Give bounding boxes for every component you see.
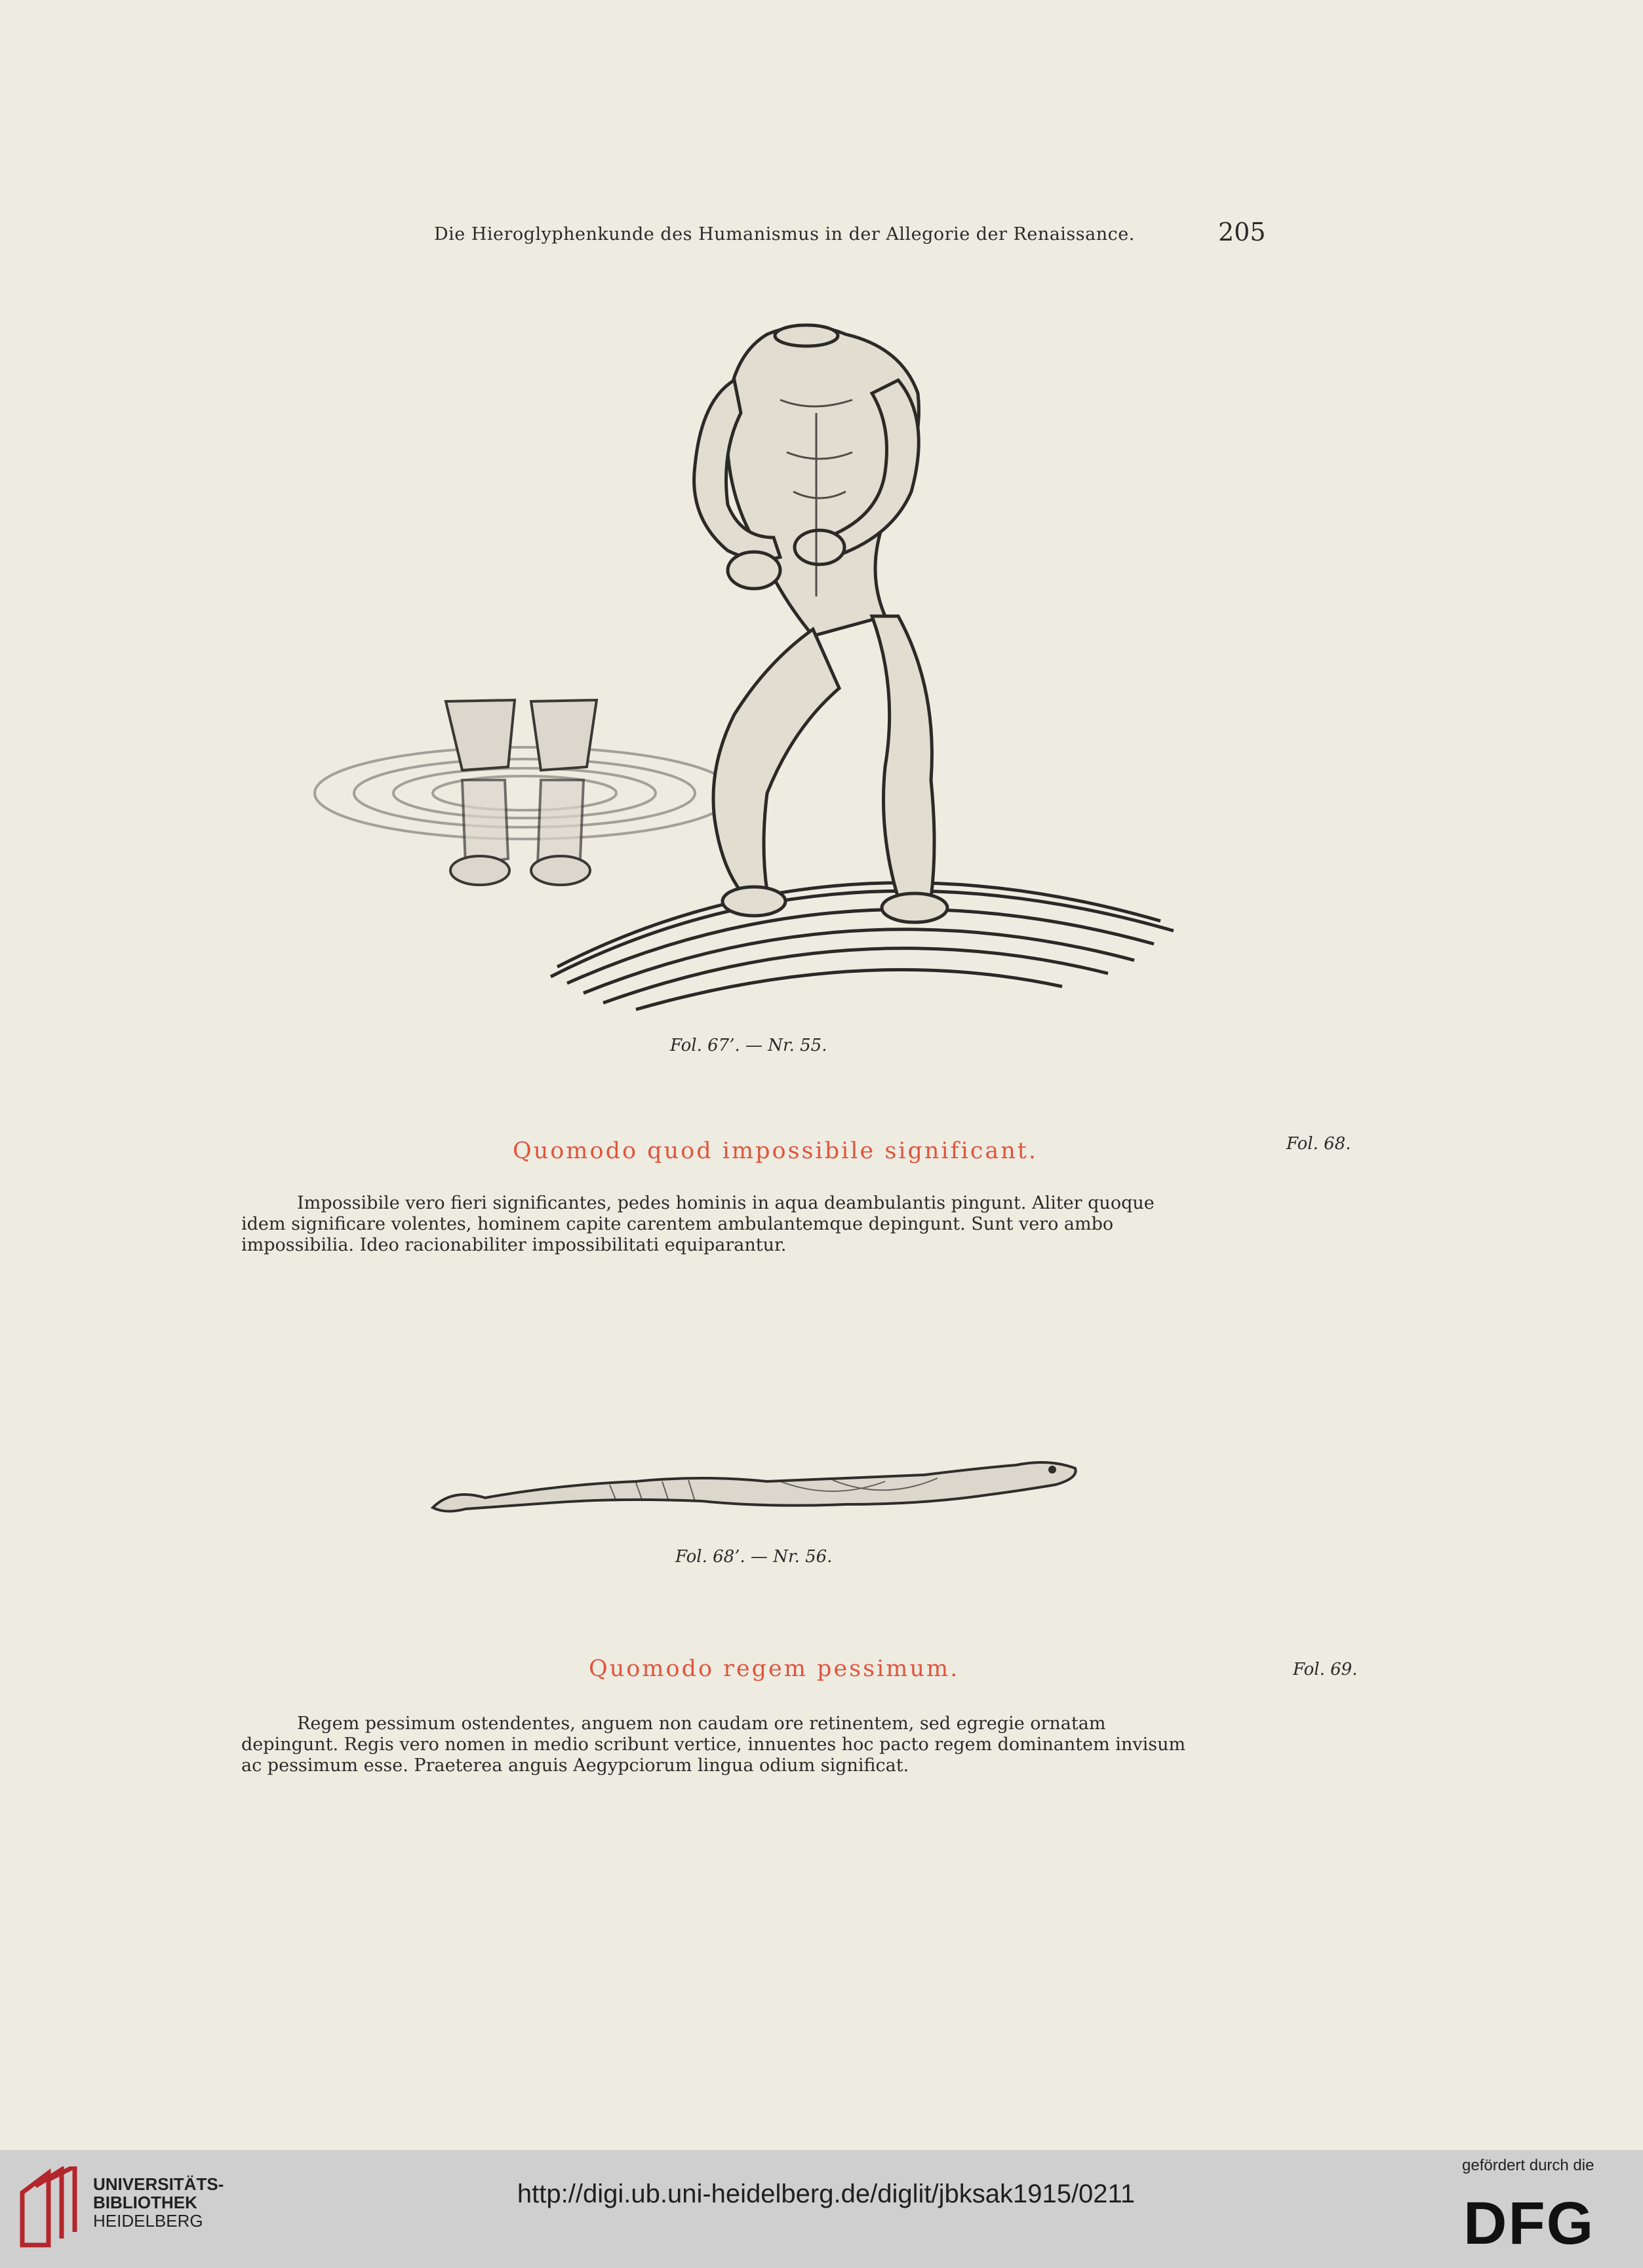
page-number: 205 — [1218, 218, 1266, 246]
section-heading: Quomodo quod impossibile significant. — [513, 1138, 1038, 1164]
library-name — [93, 2175, 224, 2230]
funding-label: gefördert durch die — [1462, 2157, 1594, 2174]
dfg-logo: DFG — [1463, 2190, 1595, 2257]
figure-headless-man-illustration — [308, 321, 1187, 1016]
figure-caption: Fol. 67’. — Nr. 55. — [670, 1036, 827, 1055]
paragraph-line: depingunt. Regis vero nomen in medio scribunt vertice, innuentes hoc pacto regem dominantem invisum — [241, 1734, 1186, 1755]
figure-caption: Fol. 68’. — Nr. 56. — [675, 1547, 833, 1567]
permalink-url[interactable]: http://digi.ub.uni-heidelberg.de/diglit/jbksak1915/0211 — [517, 2180, 1136, 2208]
folio-reference: Fol. 68. — [1286, 1134, 1351, 1154]
section-paragraph — [241, 1193, 1277, 1256]
running-title: Die Hieroglyphenkunde des Humanismus in der Allegorie der Renaissance. — [434, 224, 1135, 244]
paragraph-line: idem significare volentes, hominem capite carentem ambulantemque depingunt. Sunt vero ambo — [241, 1214, 1114, 1234]
library-name-line: HEIDELBERG — [93, 2211, 203, 2231]
library-name-line: BIBLIOTHEK — [93, 2193, 197, 2212]
section-heading: Quomodo regem pessimum. — [589, 1656, 960, 1682]
footer-bar — [0, 2150, 1643, 2268]
paragraph-line: impossibilia. Ideo racionabiliter impossibilitati equiparantur. — [241, 1235, 787, 1255]
paragraph-line: Impossibile vero fieri significantes, pedes hominis in aqua deambulantis pingunt. Aliter quoque — [297, 1193, 1155, 1213]
folio-reference: Fol. 69. — [1293, 1660, 1358, 1679]
paragraph-line: ac pessimum esse. Praeterea anguis Aegypciorum lingua odium significat. — [241, 1755, 909, 1776]
library-logo-icon — [16, 2166, 81, 2252]
figure-serpent-illustration — [426, 1449, 1088, 1527]
paragraph-line: Regem pessimum ostendentes, anguem non caudam ore retinentem, sed egregie ornatam — [297, 1713, 1106, 1734]
section-paragraph — [241, 1713, 1277, 1776]
library-name-line: UNIVERSITÄTS- — [93, 2174, 224, 2194]
